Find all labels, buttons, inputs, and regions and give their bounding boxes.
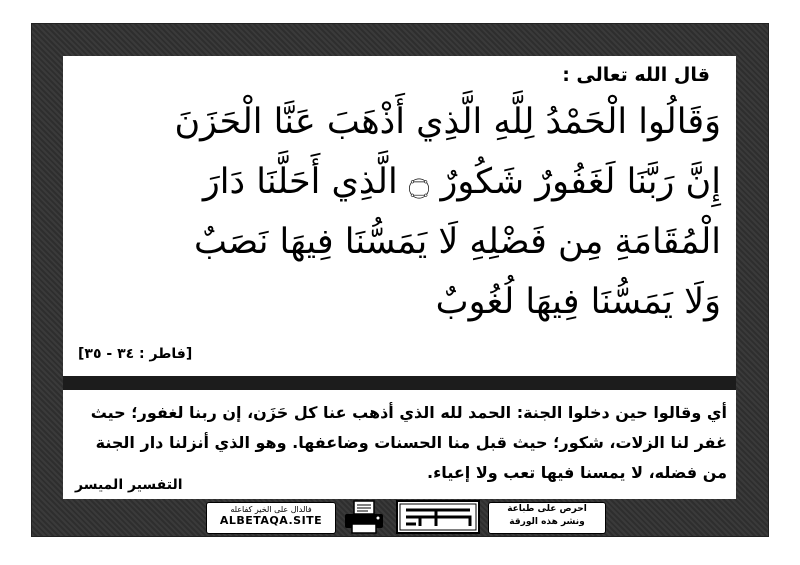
- tafsir-line: أي وقالوا حين دخلوا الجنة: الحمد لله الذي أذهب عنا كل حَزَن، إن ربنا لغفور؛ حيث: [90, 403, 727, 422]
- print-note-line: احرص على طباعة: [507, 504, 587, 514]
- tafsir-line: غفر لنا الزلات، شكور؛ حيث قبل منا الحسنات وضاعفها. وهو الذي أنزلنا دار الجنة: [95, 433, 727, 452]
- verse-line: الْمُقَامَةِ مِن فَضْلِهِ لَا يَمَسُّنَا فِيهَا نَصَبٌ: [193, 222, 721, 262]
- website-box: [206, 502, 336, 534]
- tafsir-text: [72, 398, 727, 488]
- footer: [200, 500, 610, 536]
- dawia-logo: [396, 500, 480, 534]
- website-tagline: فالدال على الخير كفاعله: [230, 505, 312, 514]
- quran-verse: [78, 92, 721, 332]
- verse-line: وَقَالُوا الْحَمْدُ لِلَّهِ الَّذِي أَذْهَبَ عَنَّا الْحَزَنَ: [174, 102, 721, 142]
- verse-line: وَلَا يَمَسُّنَا فِيهَا لُغُوبٌ: [435, 282, 721, 322]
- tafsir-line: من فضله، لا يمسنا فيها تعب ولا إعياء.: [427, 463, 727, 482]
- divider: [63, 376, 736, 390]
- printer-icon: [342, 500, 386, 534]
- print-note-box: [488, 502, 606, 534]
- source-label: التفسير الميسر: [75, 477, 183, 493]
- verse-reference: [فاطر : ٣٤ - ٣٥]: [78, 346, 193, 362]
- print-note-line: ونشر هذه الورقة: [509, 517, 585, 527]
- verse-line: إِنَّ رَبَّنَا لَغَفُورٌ شَكُورٌ ۝ الَّذِي أَحَلَّنَا دَارَ: [202, 162, 721, 202]
- website-url[interactable]: ALBETAQA.SITE: [219, 514, 323, 527]
- heading: قال الله تعالى :: [562, 64, 710, 86]
